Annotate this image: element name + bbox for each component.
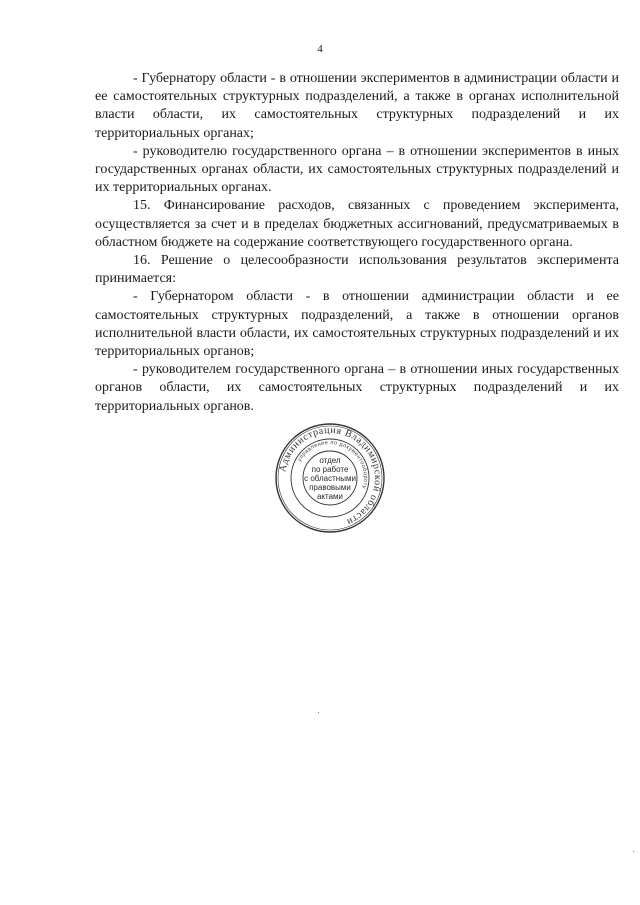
stamp-center-line: правовыми [309, 482, 351, 492]
document-body [95, 70, 619, 416]
stamp-inner-text: управление по документообороту [296, 439, 369, 490]
paragraph-head-decision: - руководителем государственного органа – в отношении иных государственных органов области, их самостоятельных структурных подразделений и их территориальных органов. [95, 362, 619, 414]
official-stamp [274, 422, 386, 534]
paragraph-16-decision: 16. Решение о целесообразности использования результатов эксперимента принимается: [95, 253, 619, 287]
paragraph-head-experiments: - руководителю государственного органа – в отношении экспериментов в иных государственных органах области, их самостоятельных структурных подразделений и их территориальных органах. [95, 143, 619, 196]
stamp-center-line: отдел [319, 455, 341, 465]
stamp-center-line: с областными [304, 473, 356, 483]
scan-speck [318, 712, 319, 713]
paragraph-governor-decision: - Губернатором области - в отношении администрации области и ее самостоятельных структурных подразделений, а также в отношении органов исполнительной власти области, их самостоятельных структурных подразделений и их территориальных органов; [95, 289, 619, 360]
paragraph-15-financing: 15. Финансирование расходов, связанных с проведением эксперимента, осуществляется за счет и в пределах бюджетных ассигнований, предусматриваемых в областном бюджете на содержание соответствующего государственного органа. [95, 198, 619, 250]
scan-speck [633, 851, 634, 852]
paragraph-governor-experiments: - Губернатору области - в отношении экспериментов в администрации области и ее самостоятельных структурных подразделений, а также в органах исполнительной власти области, их самостоятельных структурных подразделений и их территориальных органах; [95, 71, 619, 141]
stamp-outer-text: Администрация Владимирской области [277, 424, 384, 528]
stamp-center-line: актами [316, 491, 344, 501]
stamp-center-line: по работе [311, 464, 349, 474]
stamp-center-text [274, 422, 386, 534]
page-number: 4 [317, 43, 323, 55]
